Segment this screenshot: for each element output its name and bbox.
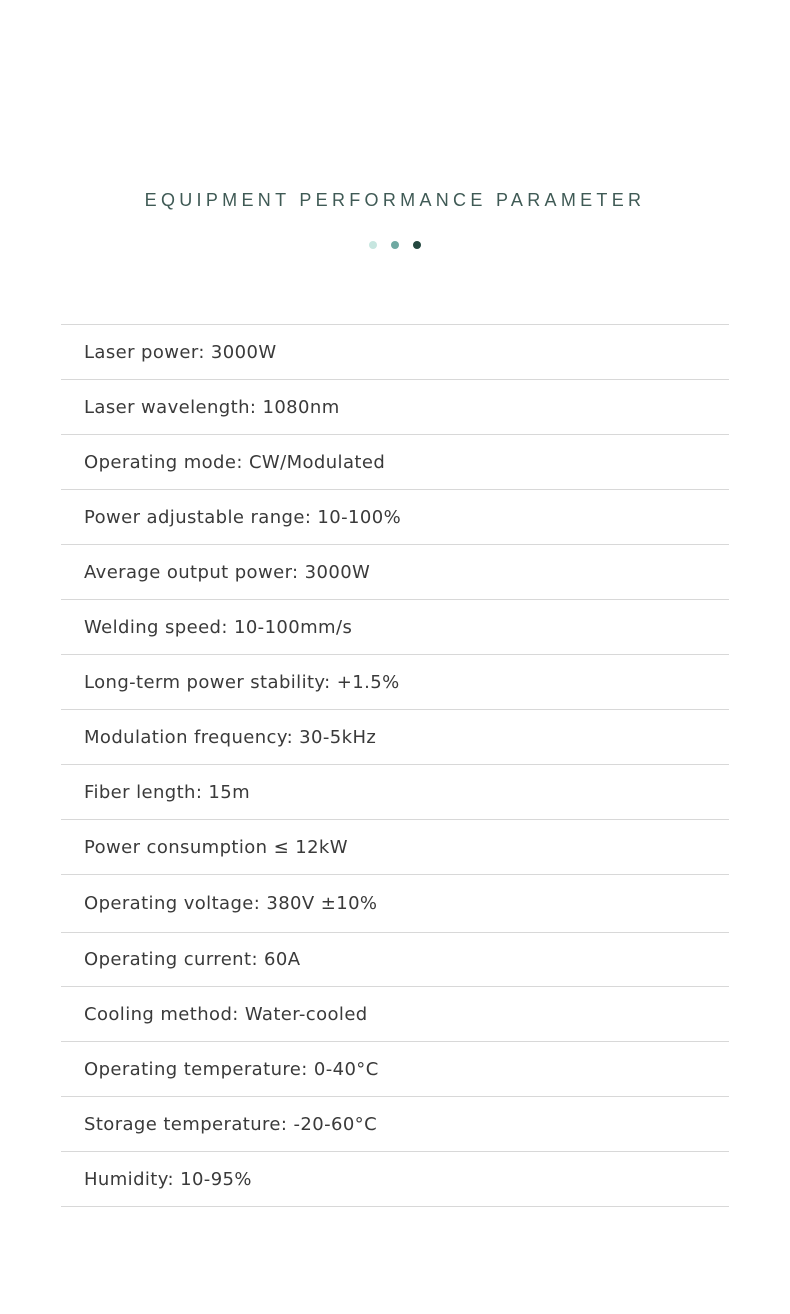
list-item	[61, 987, 729, 1042]
parameter-text: Operating voltage: 380V ±10%	[84, 893, 378, 914]
list-item	[61, 435, 729, 490]
parameter-text: Operating temperature: 0-40°C	[84, 1058, 379, 1080]
parameter-text: Operating current: 60A	[84, 949, 301, 970]
list-item	[61, 545, 729, 600]
parameter-list	[61, 324, 729, 1207]
list-item	[61, 710, 729, 765]
section-title: EQUIPMENT PERFORMANCE PARAMETER	[144, 190, 646, 210]
dot-icon	[391, 241, 399, 249]
list-item	[61, 1097, 729, 1152]
parameter-text: Fiber length: 15m	[84, 781, 251, 803]
list-item	[61, 600, 729, 655]
parameter-text: Laser wavelength: 1080nm	[84, 396, 340, 418]
list-item	[61, 820, 729, 875]
parameter-text: Storage temperature: -20-60°C	[84, 1113, 378, 1135]
parameter-text: Welding speed: 10-100mm/s	[84, 616, 353, 638]
list-item	[61, 325, 729, 380]
list-item	[61, 1152, 729, 1207]
list-item	[61, 380, 729, 435]
parameter-text: Average output power: 3000W	[84, 561, 371, 583]
dot-icon	[369, 241, 377, 249]
parameter-text: Modulation frequency: 30-5kHz	[84, 726, 377, 748]
parameter-text: Laser power: 3000W	[84, 341, 277, 363]
parameter-text: Power consumption ≤ 12kW	[84, 836, 348, 858]
list-item	[61, 655, 729, 710]
parameter-text: Operating mode: CW/Modulated	[84, 451, 386, 473]
list-item	[61, 490, 729, 545]
list-item	[61, 875, 729, 933]
parameter-text: Long-term power stability: +1.5%	[84, 671, 400, 693]
decorative-dots	[369, 241, 423, 250]
list-item	[61, 765, 729, 820]
parameter-text: Humidity: 10-95%	[84, 1168, 252, 1190]
list-item	[61, 1042, 729, 1097]
list-item	[61, 933, 729, 987]
dot-icon	[413, 241, 421, 249]
parameter-text: Cooling method: Water-cooled	[84, 1003, 368, 1025]
parameter-text: Power adjustable range: 10-100%	[84, 506, 402, 528]
